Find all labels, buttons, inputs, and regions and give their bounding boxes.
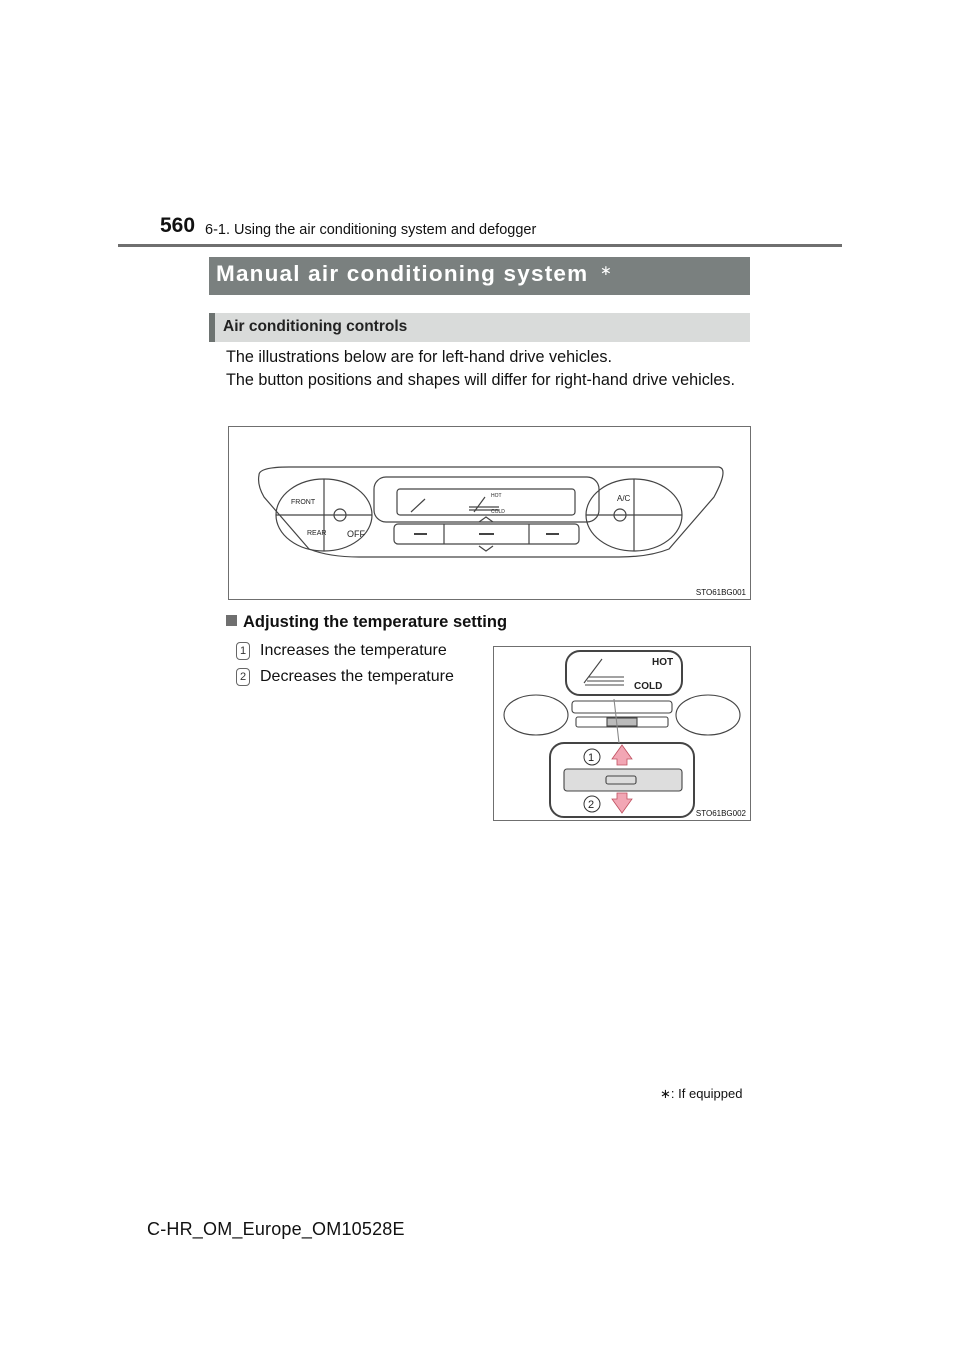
square-bullet-icon [226, 615, 237, 626]
if-equipped-marker: ∗ [600, 262, 612, 278]
ac-label: A/C [617, 494, 631, 503]
callout-number: 2 [236, 668, 250, 686]
control-panel-figure [228, 426, 751, 600]
subsection-title: Air conditioning controls [223, 318, 408, 335]
intro-line-1: The illustrations below are for left-hand drive vehicles. [226, 348, 612, 366]
hot-label: HOT [652, 657, 674, 668]
temperature-illustration [494, 647, 750, 820]
temperature-figure [493, 646, 751, 821]
figure-code: STO61BG002 [695, 809, 746, 818]
cold-label: COLD [491, 509, 505, 515]
intro-text [226, 346, 750, 391]
temperature-heading [226, 613, 507, 632]
section-title: 6-1. Using the air conditioning system and defogger [205, 222, 537, 238]
control-panel-illustration [229, 427, 750, 599]
intro-line-2: The button positions and shapes will differ for right-hand drive vehicles. [226, 370, 735, 389]
page-title: Manual air conditioning system [216, 261, 589, 286]
callout-1: 1 [588, 752, 595, 764]
list-item-text: Decreases the temperature [260, 668, 454, 685]
footnote [660, 1086, 742, 1102]
figure-code: STO61BG001 [695, 588, 746, 597]
temperature-heading-text: Adjusting the temperature setting [243, 613, 508, 631]
off-label: OFF [347, 529, 365, 539]
page-number: 560 [160, 214, 196, 237]
list-item-text: Increases the temperature [260, 642, 447, 659]
rear-label: REAR [307, 530, 327, 537]
list-item [236, 668, 454, 686]
callout-number: 1 [236, 642, 250, 660]
subsection-accent [209, 313, 215, 342]
header-divider [118, 244, 842, 247]
footnote-text: : If equipped [670, 1086, 743, 1101]
hot-label: HOT [491, 493, 502, 499]
cold-label: COLD [634, 681, 663, 692]
list-item [236, 642, 447, 660]
footnote-marker: ∗ [660, 1086, 671, 1101]
callout-2: 2 [588, 799, 595, 811]
document-code: C-HR_OM_Europe_OM10528E [147, 1219, 405, 1239]
front-label: FRONT [291, 499, 316, 506]
